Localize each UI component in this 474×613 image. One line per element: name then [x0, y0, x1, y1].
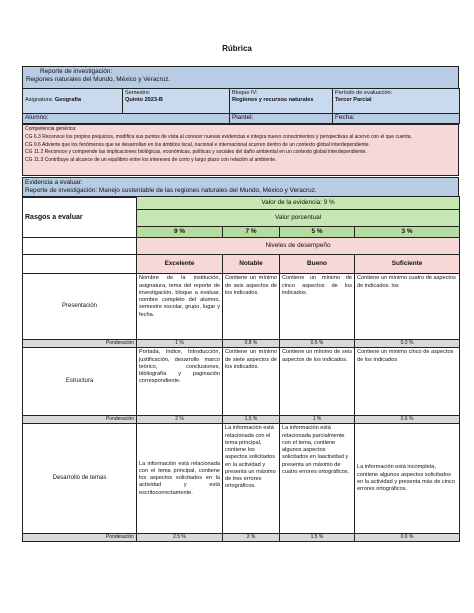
weight-cell: 1.5 % — [223, 416, 280, 424]
weight-cell: 0.5 % — [280, 340, 355, 348]
cell-bueno: La información está relacionada parcialmente con el tema, contiene algunos aspectos solicitados en laactividad y presenta un máximo de cuatro errores ortográficos. — [280, 424, 355, 534]
evidencia-table — [22, 177, 459, 198]
cell-bueno: Contiene un mínimo de cinco aspectos de los indicados. — [280, 274, 355, 340]
competencia-item: CG 11.3 Contribuye al alcance de un equilibrio entre los intereses de corto y largo plazo con relación al ambiente. — [25, 157, 277, 163]
empty-cell — [23, 255, 137, 274]
evidencia-label: Evidencia a evaluar: — [25, 179, 83, 186]
competencias-table — [22, 124, 459, 176]
weight-cell: 0.8 % — [223, 340, 280, 348]
bloque-label: Bloque IV: — [232, 90, 258, 96]
cell-notable: Contiene un mínimo de seis aspectos de los indicados. — [223, 274, 280, 340]
rasgos-header — [23, 197, 137, 238]
empty-cell — [23, 238, 137, 255]
periodo-cell — [333, 89, 460, 114]
level-excelente: Excelente — [137, 255, 223, 274]
row-estructura-name: Estructura — [23, 348, 137, 416]
semestre-label: Semestre: — [125, 90, 151, 96]
competencia-item: CG 9.6 Advierte que los fenómenos que se desarrollan en los ámbitos local, nacional e internacional ocurren dentro de un contexto global interdependiente. — [25, 141, 370, 148]
table-row — [23, 424, 460, 534]
cell-bueno: Contiene un mínimo de seis aspectos de los indicados. — [280, 348, 355, 416]
weight-cell: 1 % — [280, 416, 355, 424]
weight-cell: 0.6 % — [355, 416, 460, 424]
ponderacion-label: Ponderación — [23, 340, 137, 348]
asignatura-cell — [23, 89, 123, 114]
weight-cell: 2 % — [223, 534, 280, 542]
weight-cell: 2.5 % — [137, 534, 223, 542]
cell-excelente: Portada, índice, Introducción, justificación, desarrollo marco teórico, conclusiones, bibliografía y paginación correspondiente. — [137, 348, 223, 416]
weight-cell: 1.5 % — [280, 534, 355, 542]
valor-porcentual: Valor porcentual — [274, 213, 322, 221]
niveles-cell — [137, 238, 460, 255]
table-row — [23, 416, 460, 424]
table-row — [23, 534, 460, 542]
weight-cell: 2 % — [137, 416, 223, 424]
valor-porcentual-cell — [137, 210, 460, 227]
cell-notable: Contiene un mínimo de siete aspectos de los indicados. — [223, 348, 280, 416]
level-suficiente: Suficiente — [355, 255, 460, 274]
page-title: Rúbrica — [222, 44, 252, 53]
percent-excelente: 9 % — [137, 227, 223, 238]
table-row — [23, 340, 460, 348]
bloque-cell — [230, 89, 333, 114]
ponderacion-label: Ponderación — [23, 416, 137, 424]
cell-suficiente: La información está incompleta, contiene algunos aspectos solicitados en la actividad y presenta más de cinco errores ortográficos. — [355, 424, 460, 534]
row-presentacion-name: Presentación — [23, 274, 137, 340]
competencia-item: CG 6.3 Reconoce los propios prejuicios, modifica sus puntos de vista al conocer nuevas evidencias e integra nuevo conocimientos y perspectivas al acervo con el que cuenta. — [25, 133, 412, 140]
level-notable: Notable — [223, 255, 280, 274]
info-table — [22, 88, 460, 124]
rasgos-label: Rasgos a evaluar — [25, 213, 83, 221]
asignatura-value: Geografía — [54, 97, 81, 104]
valor-evidencia: Valor de la evidencia: 9 % — [261, 198, 335, 206]
cell-notable: La información está relacionada con el tema principal, contiene los aspectos solicitados en la actividad y presenta un máximo de tres errores ortográficos. — [223, 424, 280, 534]
row-desarrollo-name: Desarrollo de temas — [23, 424, 137, 534]
cell-excelente: Nombre de la institución, asignatura, tema del reporte de investigación, bloque a evaluar, nombre completo del alumno, semestre escolar, grupo, lugar y fecha. — [137, 274, 223, 340]
plantel-cell — [230, 114, 333, 124]
weight-cell: 0.3 % — [355, 340, 460, 348]
report-topic: Regiones naturales del Mundo, México y Veracruz. — [26, 76, 171, 84]
niveles-label: Niveles de desempeño — [265, 242, 331, 250]
alumno-label: Alumno: — [25, 114, 49, 121]
cell-suficiente: Contiene un mínimo cuatro de aspectos de indicados. los — [355, 274, 460, 340]
competencias-cell — [23, 125, 459, 176]
fecha-label: Fecha: — [335, 114, 355, 121]
semestre-cell — [123, 89, 230, 114]
rubric-grid — [22, 196, 460, 542]
weight-cell: 0.9 % — [355, 534, 460, 542]
cell-suficiente: Contiene un mínimo cinco de aspectos de los indicados — [355, 348, 460, 416]
periodo-value: Tercer Parcial — [335, 97, 372, 104]
percent-notable: 7 % — [223, 227, 280, 238]
valor-evidencia-cell — [137, 197, 460, 210]
level-bueno: Bueno — [280, 255, 355, 274]
evidencia-text: Reporte de investigación: Manejo sustentable de las regiones naturales del Mundo, México y Veracruz. — [25, 187, 317, 195]
percent-bueno: 5 % — [280, 227, 355, 238]
alumno-cell — [23, 114, 230, 124]
report-label: Reporte de investigación: — [40, 68, 113, 75]
competencias-heading: Competencia genérica: — [25, 126, 77, 132]
ponderacion-label: Ponderación — [23, 534, 137, 542]
cell-excelente: La información está relacionada con el tema principal, contiene los aspectos solicitados en la actividad y está escritocorrectamente. — [137, 424, 223, 534]
semestre-value: Quinto 2023-B — [125, 97, 163, 104]
fecha-cell — [333, 114, 460, 124]
weight-cell: 1 % — [137, 340, 223, 348]
table-row — [23, 274, 460, 340]
plantel-label: Plantel: — [232, 114, 254, 121]
periodo-label: Período de evaluación: — [335, 90, 393, 96]
table-row — [23, 348, 460, 416]
competencia-item: CG 11.2 Reconoce y comprende las implicaciones biológicas, económicas, políticas y sociales del daño ambiental en un contexto global interdependiente. — [25, 149, 367, 156]
percent-suficiente: 3 % — [355, 227, 460, 238]
asignatura-label: Asignatura: — [25, 97, 54, 104]
evidencia-cell — [23, 178, 459, 198]
bloque-value: Regiones y recursos naturales — [232, 97, 314, 104]
